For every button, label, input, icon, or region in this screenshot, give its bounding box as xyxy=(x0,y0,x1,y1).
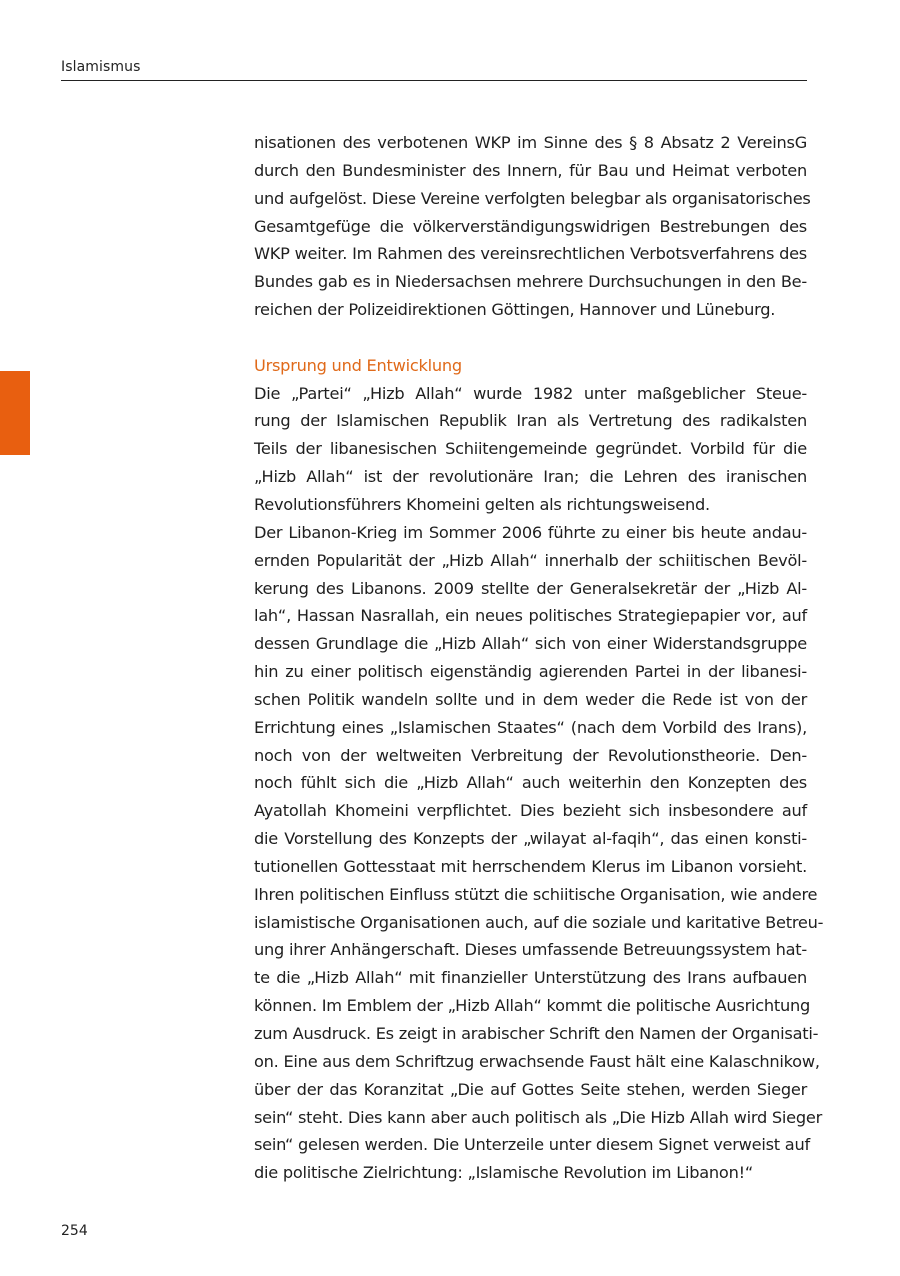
text-line: reichen der Polizeidirektionen Göttingen, Hannover und Lüneburg. xyxy=(254,300,776,320)
text-line: nisationen des verbotenen WKP im Sinne des § 8 Absatz 2 VereinsG xyxy=(254,133,807,152)
text-line: Ihren politischen Einfluss stützt die schiitische Organisation, wie andere xyxy=(254,884,818,904)
text-line: und aufgelöst. Diese Vereine verfolgten belegbar als organisatorisches xyxy=(254,188,811,208)
text-line: lah“, Hassan Nasrallah, ein neues politisches Strategiepapier vor, auf xyxy=(254,606,807,626)
text-line: on. Eine aus dem Schriftzug erwachsende Faust hält eine Kalaschnikow, xyxy=(254,1051,820,1071)
text-line: über der das Koranzitat „Die auf Gottes Seite stehen, werden Sieger xyxy=(254,1079,807,1099)
text-line: hin zu einer politisch eigenständig agierenden Partei in der libanesi- xyxy=(254,662,807,682)
text-line: können. Im Emblem der „Hizb Allah“ kommt die politische Ausrichtung xyxy=(254,996,811,1016)
text-line: noch fühlt sich die „Hizb Allah“ auch weiterhin den Konzepten des xyxy=(254,773,807,793)
text-line: sein“ steht. Dies kann aber auch politisch als „Die Hizb Allah wird Sieger xyxy=(254,1107,823,1127)
text-line: Der Libanon-Krieg im Sommer 2006 führte zu einer bis heute andau- xyxy=(254,522,807,542)
text-line: die politische Zielrichtung: „Islamische Revolution im Libanon!“ xyxy=(254,1163,753,1183)
text-line: WKP weiter. Im Rahmen des vereinsrechtlichen Verbotsverfahrens des xyxy=(254,244,807,264)
text-line: islamistische Organisationen auch, auf die soziale und karitative Betreu- xyxy=(254,912,824,932)
text-line: die Vorstellung des Konzepts der „wilayat al-faqih“, das einen konsti- xyxy=(254,829,807,849)
page-number: 254 xyxy=(61,1223,88,1239)
chapter-side-tab xyxy=(0,371,30,455)
section-heading: Ursprung und Entwicklung xyxy=(254,355,462,375)
text-line: Teils der libanesischen Schiitengemeinde gegründet. Vorbild für die xyxy=(254,439,807,459)
text-line: Gesamtgefüge die völkerverständigungswidrigen Bestrebungen des xyxy=(254,216,807,236)
text-line: rung der Islamischen Republik Iran als Vertretung des radikalsten xyxy=(254,411,807,431)
running-head: Islamismus xyxy=(61,59,141,75)
text-line: durch den Bundesminister des Innern, für Bau und Heimat verboten xyxy=(254,160,807,180)
text-line: schen Politik wandeln sollte und in dem weder die Rede ist von der xyxy=(254,689,807,709)
text-line: Ayatollah Khomeini verpflichtet. Dies bezieht sich insbesondere auf xyxy=(254,801,807,821)
text-line: Revolutionsführers Khomeini gelten als richtungsweisend. xyxy=(254,494,710,514)
text-line: te die „Hizb Allah“ mit finanzieller Unterstützung des Irans aufbauen xyxy=(254,968,807,988)
text-line: „Hizb Allah“ ist der revolutionäre Iran; die Lehren des iranischen xyxy=(254,467,807,487)
text-line: ung ihrer Anhängerschaft. Dieses umfassende Betreuungssystem hat- xyxy=(254,940,807,960)
text-line: Bundes gab es in Niedersachsen mehrere Durchsuchungen in den Be- xyxy=(254,272,807,292)
body-text xyxy=(254,129,824,1187)
text-line: kerung des Libanons. 2009 stellte der Generalsekretär der „Hizb Al- xyxy=(254,578,807,598)
text-line: Errichtung eines „Islamischen Staates“ (nach dem Vorbild des Irans), xyxy=(254,717,807,737)
intro-paragraph xyxy=(254,129,811,324)
text-line: zum Ausdruck. Es zeigt in arabischer Schrift den Namen der Organisati- xyxy=(254,1024,819,1043)
paragraph-development xyxy=(254,519,824,1187)
text-line: tutionellen Gottesstaat mit herrschendem Klerus im Libanon vorsieht. xyxy=(254,856,807,876)
header-rule xyxy=(61,80,807,81)
text-line: ernden Popularität der „Hizb Allah“ innerhalb der schiitischen Bevöl- xyxy=(254,550,807,570)
text-line: dessen Grundlage die „Hizb Allah“ sich von einer Widerstandsgruppe xyxy=(254,634,807,654)
text-line: Die „Partei“ „Hizb Allah“ wurde 1982 unter maßgeblicher Steue- xyxy=(254,383,807,403)
text-line: noch von der weltweiten Verbreitung der Revolutionstheorie. Den- xyxy=(254,745,807,765)
text-line: sein“ gelesen werden. Die Unterzeile unter diesem Signet verweist auf xyxy=(254,1135,810,1155)
paragraph-origin xyxy=(254,380,807,519)
